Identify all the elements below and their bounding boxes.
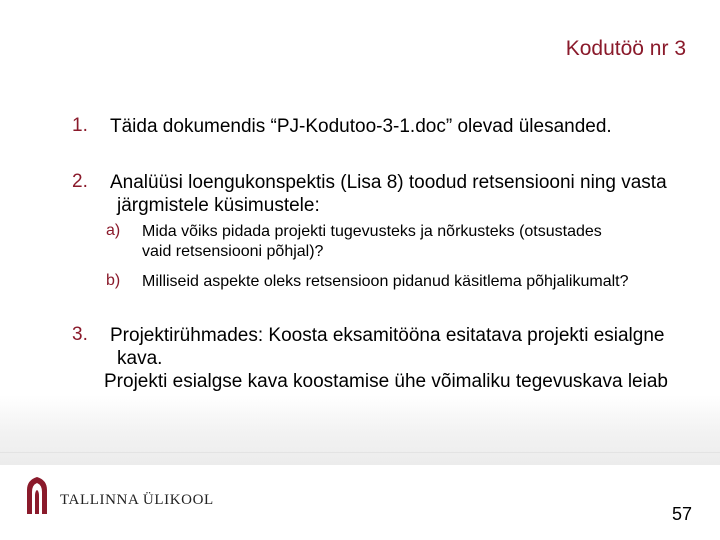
item-3-number: 3. <box>72 324 88 345</box>
subitem-a-letter: a) <box>106 222 121 239</box>
page-number: 57 <box>671 504 692 524</box>
footer-divider <box>0 452 720 453</box>
university-logo-text: TALLINNA ÜLIKOOL <box>60 492 214 508</box>
item-2-text-line-1: Analüüsi loengukonspektis (Lisa 8) toodud retsensiooni ning vasta <box>110 172 667 193</box>
subitem-b-letter: b) <box>106 272 121 289</box>
subitem-a-text-line-2: vaid retsensiooni põhjal)? <box>142 243 324 260</box>
item-1-number: 1. <box>72 115 88 136</box>
subitem-b-text: Milliseid aspekte oleks retsensioon pidanud käsitlema põhjalikumalt? <box>142 273 629 290</box>
item-3-text-line-2: kava. <box>117 348 163 369</box>
item-2-text-line-2: järgmistele küsimustele: <box>117 195 320 216</box>
slide-title: Kodutöö nr 3 <box>565 37 686 60</box>
item-3-text-line-1: Projektirühmades: Koosta eksamitööna esitatava projekti esialgne <box>110 325 665 346</box>
item-2-number: 2. <box>72 171 88 192</box>
footer-band <box>0 395 720 465</box>
university-logo-icon <box>24 474 50 514</box>
item-3-text-line-3: Projekti esialgse kava koostamise ühe võimaliku tegevuskava leiab <box>104 371 668 392</box>
item-1-text: Täida dokumendis “PJ-Kodutoo-3-1.doc” olevad ülesanded. <box>110 116 612 137</box>
subitem-a-text-line-1: Mida võiks pidada projekti tugevusteks ja nõrkusteks (otsustades <box>142 223 602 240</box>
